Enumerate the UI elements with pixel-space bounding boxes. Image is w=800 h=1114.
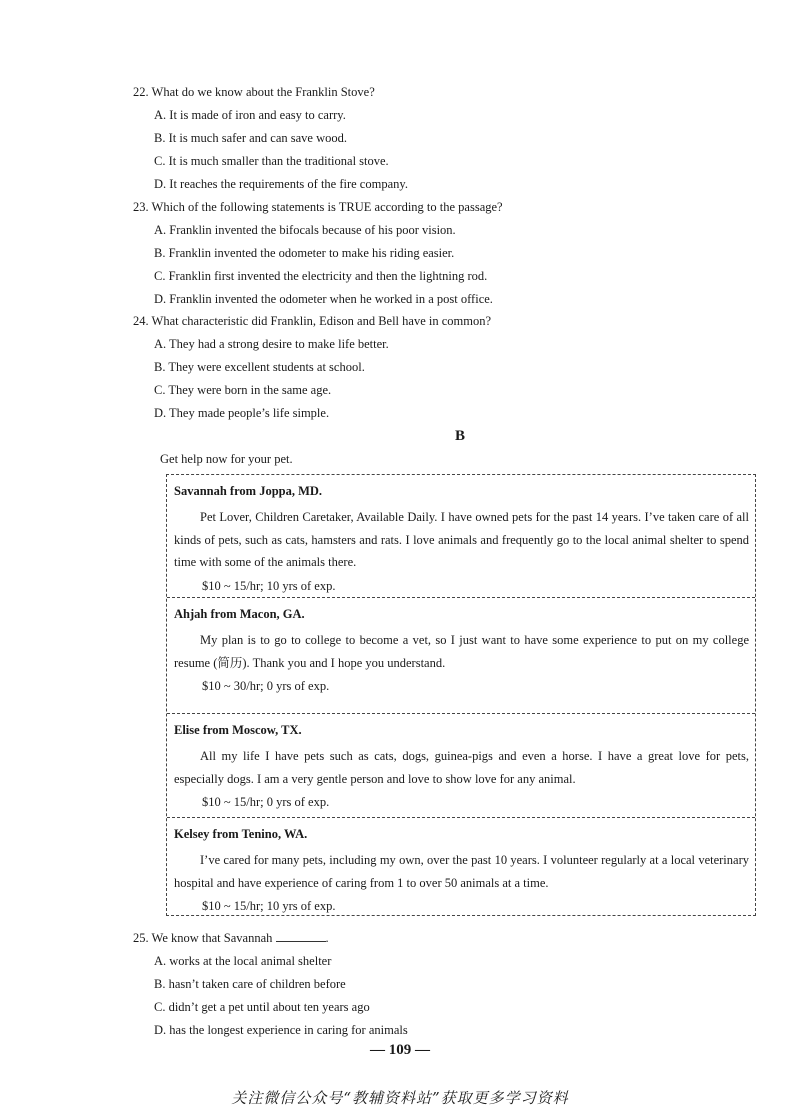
option-a: A. works at the local animal shelter bbox=[154, 954, 332, 968]
ad-body: All my life I have pets such as cats, dogs, guinea-pigs and even a horse. I have a great love for pets, especially dogs. I am a very gentle person and love to show love for any animal. bbox=[174, 749, 749, 786]
ad-rate: $10 ~ 15/hr; 10 yrs of exp. bbox=[202, 899, 336, 913]
question-stem: 24. What characteristic did Franklin, Edison and Bell have in common? bbox=[133, 314, 492, 328]
option-c: C. It is much smaller than the traditional stove. bbox=[154, 154, 389, 168]
question-stem: 23. Which of the following statements is TRUE according to the passage? bbox=[133, 200, 503, 214]
ad-name: Ahjah from Macon, GA. bbox=[174, 607, 305, 621]
option-c: C. Franklin first invented the electricity and then the lightning rod. bbox=[154, 269, 488, 283]
option-a: A. Franklin invented the bifocals because of his poor vision. bbox=[154, 223, 456, 237]
option-a: A. They had a strong desire to make life better. bbox=[154, 337, 389, 351]
option-c: C. They were born in the same age. bbox=[154, 383, 332, 397]
ad-rate: $10 ~ 15/hr; 10 yrs of exp. bbox=[202, 578, 336, 593]
section-intro: Get help now for your pet. bbox=[160, 452, 293, 466]
option-d: D. They made people’s life simple. bbox=[154, 406, 330, 420]
question-stem bbox=[133, 930, 773, 953]
question-22 bbox=[133, 84, 773, 199]
footer-note: 关注微信公众号“教辅资料站”获取更多学习资料 bbox=[231, 1089, 569, 1107]
ad-name: Elise from Moscow, TX. bbox=[174, 723, 302, 737]
ad-kelsey bbox=[167, 818, 755, 915]
ad-body: Pet Lover, Children Caretaker, Available Daily. I have owned pets for the past 14 years. I’ve taken care of all kinds of pets, such as cats, hamsters and rats. I love animals and frequently go to the local animal shelter to spend time with some of the animals there. bbox=[174, 510, 749, 569]
question-24 bbox=[133, 313, 773, 428]
question-25 bbox=[133, 930, 773, 1045]
option-d: D. has the longest experience in caring for animals bbox=[154, 1023, 408, 1037]
page-number: — 109 — bbox=[370, 1042, 430, 1058]
option-b: B. They were excellent students at school. bbox=[154, 360, 365, 374]
option-b: B. Franklin invented the odometer to make his riding easier. bbox=[154, 246, 455, 260]
stem-end: . bbox=[325, 931, 329, 945]
ad-elise bbox=[167, 714, 755, 818]
ad-body: My plan is to go to college to become a vet, so I just want to have some experience to put on my college resume (简历). Thank you and I hope you understand. bbox=[174, 633, 749, 670]
ad-ahjah bbox=[167, 598, 755, 714]
section-heading: B bbox=[455, 428, 466, 444]
ad-body: I’ve cared for many pets, including my own, over the past 10 years. I volunteer regularly at a local veterinary hospital and have experience of caring from 1 to over 50 animals at a time. bbox=[174, 853, 749, 890]
option-a: A. It is made of iron and easy to carry. bbox=[154, 108, 346, 122]
ad-savannah bbox=[167, 475, 755, 598]
ad-rate: $10 ~ 30/hr; 0 yrs of exp. bbox=[202, 679, 330, 693]
option-d: D. It reaches the requirements of the fire company. bbox=[154, 177, 408, 191]
stem-text: 25. We know that Savannah bbox=[133, 931, 273, 945]
ad-name: Savannah from Joppa, MD. bbox=[174, 484, 323, 498]
option-b: B. hasn’t taken care of children before bbox=[154, 977, 346, 991]
ad-name: Kelsey from Tenino, WA. bbox=[174, 827, 308, 841]
pet-sitter-ads bbox=[166, 474, 756, 916]
ad-rate: $10 ~ 15/hr; 0 yrs of exp. bbox=[202, 795, 330, 809]
question-23 bbox=[133, 199, 773, 314]
question-stem: 22. What do we know about the Franklin Stove? bbox=[133, 85, 375, 99]
option-c: C. didn’t get a pet until about ten years ago bbox=[154, 1000, 370, 1014]
option-d: D. Franklin invented the odometer when he worked in a post office. bbox=[154, 292, 493, 306]
answer-blank bbox=[276, 931, 326, 942]
option-b: B. It is much safer and can save wood. bbox=[154, 131, 347, 145]
